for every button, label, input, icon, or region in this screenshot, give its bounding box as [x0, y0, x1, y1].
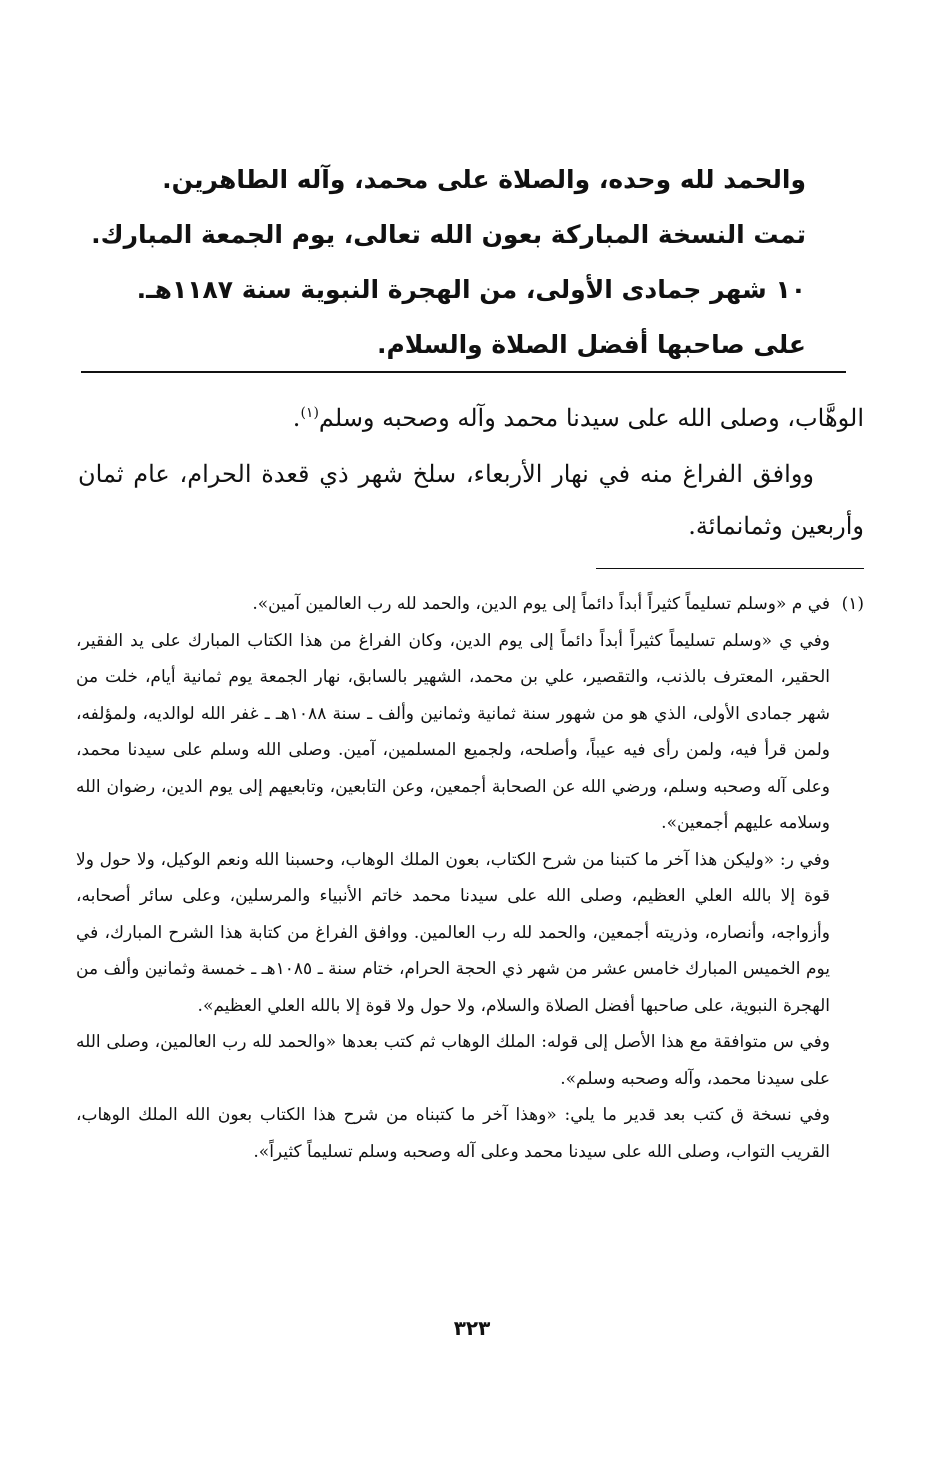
main-line-1-end: . — [292, 404, 301, 432]
colophon-block — [91, 152, 806, 372]
main-paragraph-2: ووافق الفراغ منه في نهار الأربعاء، سلخ شهر ذي قعدة الحرام، عام ثمان وأربعين وثمانمائة. — [78, 460, 864, 540]
footnote-reference: (١) — [300, 405, 319, 421]
main-line-1-text: الوهَّاب، وصلى الله على سيدنا محمد وآله وصحبه وسلم — [318, 404, 864, 432]
section-divider — [81, 371, 846, 373]
footnote-paragraph-1: في م «وسلم تسليماً كثيراً أبداً دائماً إلى يوم الدين، والحمد لله رب العالمين آمين». — [252, 594, 830, 614]
footnote-marker: (١) — [841, 594, 864, 614]
footnote-paragraph-2: وفي ي «وسلم تسليماً كثيراً أبداً دائماً إلى يوم الدين، وكان الفراغ من هذا الكتاب المبارك على يد الفقير، الحقير، المعترف بالذنب، والتقصير، علي بن محمد، الشهير بالسابق، نهار الجمعة يوم ثمانية أيام، خلت من شهر جمادى الأولى، الذي هو من شهور سنة ثمانية وثمانين وألف ـ سنة ١٠٨٨هـ ـ غفر الله لوالديه، ولمؤلفه، ولمن قرأ فيه، ولمن رأى فيه عيباً، وأصلحه، ولجميع المسلمين، آمين. وصلى الله وسلم على سيدنا محمد، وعلى آله وصحبه وسلم، ورضي الله عن الصحابة أجمعين، وعن التابعين، وتابعيهم إلى يوم الدين، رضوان الله وسلامه عليهم أجمعين». — [76, 630, 830, 833]
footnote-paragraph-5: وفي نسخة ق كتب بعد قدير ما يلي: «وهذا آخر ما كتبناه من شرح هذا الكتاب بعون الله الملك الوهاب، القريب التواب، وصلى الله على سيدنا محمد وعلى آله وصحبه وسلم تسليماً كثيراً». — [76, 1105, 830, 1162]
footnote-paragraph-3: وفي ر: «وليكن هذا آخر ما كتبنا من شرح الكتاب، بعون الملك الوهاب، وحسبنا الله ونعم الوكيل، ولا حول ولا قوة إلا بالله العلي العظيم، وصلى الله على سيدنا محمد خاتم الأنبياء والمرسلين، وعلى سائر أصحابه، وأزواجه، وأنصاره، وذريته أجمعين، والحمد لله رب العالمين. ووافق الفراغ من كتابة هذا الشرح المبارك، في يوم الخميس المبارك خامس عشر من شهر ذي الحجة الحرام، ختام سنة ـ ١٠٨٥هـ ـ خمسة وثمانين وألف من الهجرة النبوية، على صاحبها أفضل الصلاة والسلام، ولا حول ولا قوة إلا بالله العلي العظيم». — [76, 849, 830, 1016]
footnote-paragraph-4: وفي س متوافقة مع هذا الأصل إلى قوله: الملك الوهاب ثم كتب بعدها «والحمد لله رب العالمين، وصلى الله على سيدنا محمد، وآله وصحبه وسلم». — [76, 1032, 830, 1089]
colophon-line-3: ١٠ شهر جمادى الأولى، من الهجرة النبوية سنة ١١٨٧هـ. — [136, 275, 806, 304]
main-line-1 — [78, 392, 864, 444]
main-text — [78, 392, 864, 552]
page-number: ٣٢٣ — [453, 1316, 491, 1340]
footnote-1 — [76, 586, 864, 1170]
colophon-line-4: على صاحبها أفضل الصلاة والسلام. — [376, 330, 806, 359]
colophon-line-1: والحمد لله وحده، والصلاة على محمد، وآله الطاهرين. — [162, 165, 806, 194]
footnotes — [76, 586, 864, 1170]
footnote-body — [76, 586, 830, 1170]
colophon-line-2: تمت النسخة المباركة بعون الله تعالى، يوم الجمعة المبارك. — [91, 220, 806, 249]
footnote-divider — [596, 568, 864, 569]
